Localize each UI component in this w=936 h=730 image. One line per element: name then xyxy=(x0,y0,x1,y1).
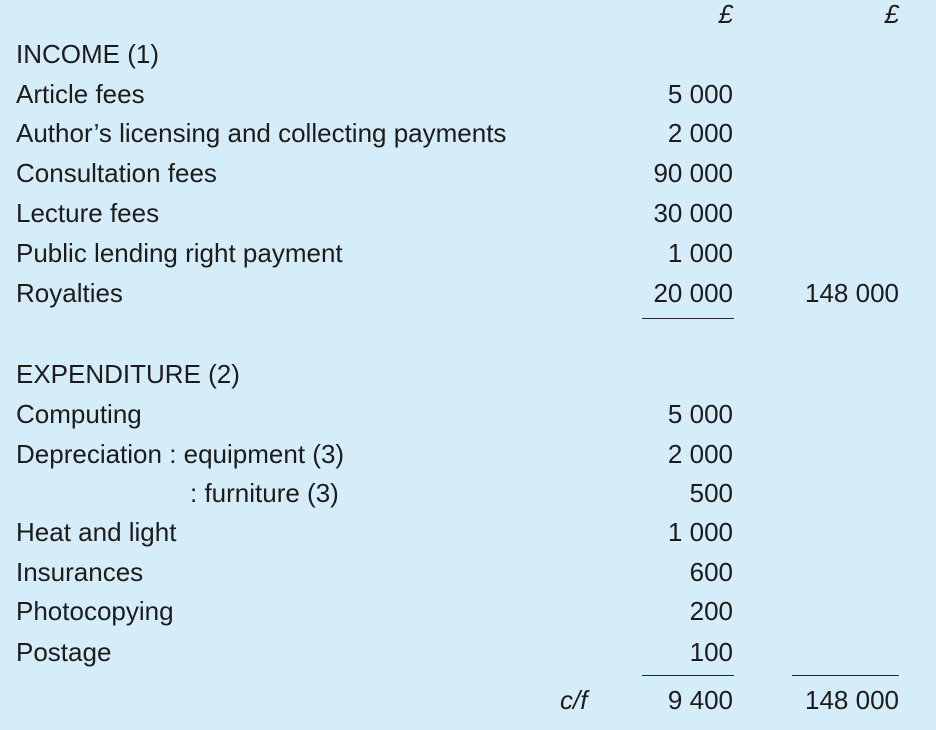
expenditure-row-amount: 5 000 xyxy=(667,399,733,429)
expenditure-row-amount: 500 xyxy=(689,478,733,508)
expenditure-row-label: : furniture (3) xyxy=(190,478,339,508)
expenditure-row-amount: 2 000 xyxy=(667,439,733,469)
income-row-label: Lecture fees xyxy=(16,198,160,228)
currency-header-col2: £ xyxy=(884,0,899,29)
expenditure-row-label: Heat and light xyxy=(16,517,177,547)
expenditure-row-label: Depreciation : equipment (3) xyxy=(16,439,345,469)
cf-col2-rule xyxy=(792,675,899,676)
income-row-amount: 2 000 xyxy=(667,118,733,148)
income-subtotal-rule xyxy=(642,318,734,319)
cf-col1-rule xyxy=(642,675,734,676)
expenditure-heading: EXPENDITURE (2) xyxy=(16,359,240,389)
income-row-label: Article fees xyxy=(16,79,145,109)
expenditure-row-amount: 1 000 xyxy=(667,517,733,547)
income-total: 148 000 xyxy=(805,278,899,308)
income-row-amount: 1 000 xyxy=(667,238,733,268)
income-row-amount: 5 000 xyxy=(667,79,733,109)
expenditure-row-label: Photocopying xyxy=(16,596,174,626)
income-heading: INCOME (1) xyxy=(16,39,159,69)
carried-forward-col2: 148 000 xyxy=(805,685,899,715)
expenditure-row-label: Postage xyxy=(16,637,112,667)
income-row-label: Author’s licensing and collecting payments xyxy=(16,118,507,148)
expenditure-row-label: Computing xyxy=(16,399,142,429)
expenditure-row-amount: 100 xyxy=(689,637,733,667)
income-row-amount: 90 000 xyxy=(653,158,733,188)
carried-forward-label: c/f xyxy=(560,685,588,715)
income-row-amount: 30 000 xyxy=(653,198,733,228)
income-row-label: Consultation fees xyxy=(16,158,217,188)
expenditure-row-amount: 600 xyxy=(689,557,733,587)
income-row-label: Public lending right payment xyxy=(16,238,343,268)
expenditure-row-label: Insurances xyxy=(16,557,144,587)
currency-header-col1: £ xyxy=(718,0,733,29)
expenditure-row-amount: 200 xyxy=(689,596,733,626)
income-row-label: Royalties xyxy=(16,278,123,308)
income-row-amount: 20 000 xyxy=(653,278,733,308)
carried-forward-col1: 9 400 xyxy=(667,685,733,715)
